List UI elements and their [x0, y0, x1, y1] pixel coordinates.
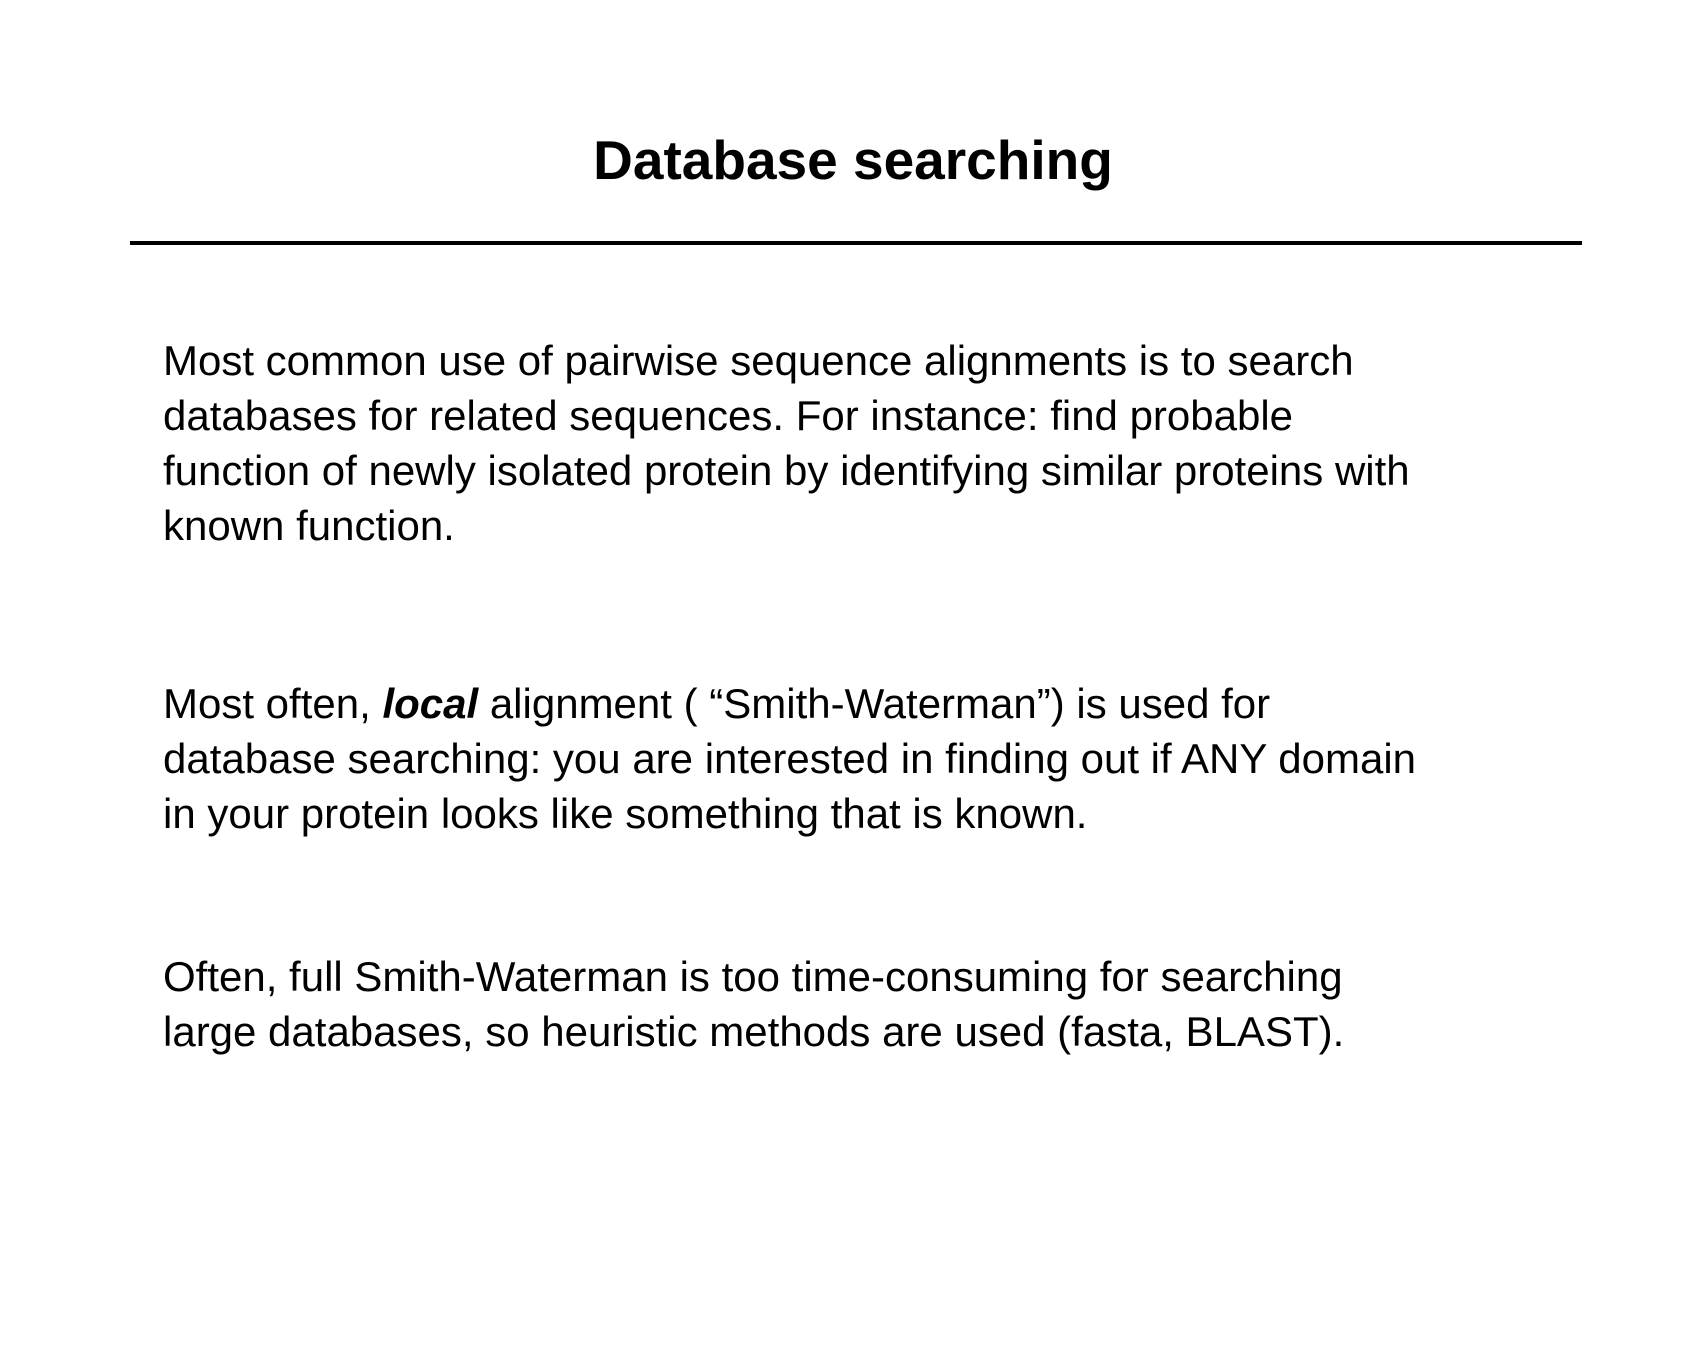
paragraph-line: function of newly isolated protein by identifying similar proteins with	[163, 447, 1410, 494]
paragraph-heuristic-methods	[163, 949, 1583, 1059]
paragraph-line: large databases, so heuristic methods are used (fasta, BLAST).	[163, 1008, 1345, 1055]
title-divider	[130, 241, 1582, 245]
paragraph-line: databases for related sequences. For instance: find probable	[163, 392, 1294, 439]
paragraph-line: in your protein looks like something that is known.	[163, 790, 1088, 837]
paragraph-line: Most common use of pairwise sequence alignments is to search	[163, 337, 1354, 384]
paragraph-local-alignment	[163, 676, 1583, 841]
paragraph-line: known function.	[163, 502, 455, 549]
paragraph-line: database searching: you are interested in finding out if ANY domain	[163, 735, 1417, 782]
line-text-after-emphasis: alignment ( “Smith-Waterman”) is used for	[478, 680, 1271, 727]
line-text-before-emphasis: Most often,	[163, 680, 383, 727]
paragraph-line: Often, full Smith-Waterman is too time-consuming for searching	[163, 953, 1343, 1000]
slide-title: Database searching	[593, 129, 1113, 191]
paragraph-line	[163, 676, 1583, 731]
paragraph-database-search-purpose	[163, 333, 1583, 553]
emphasized-term-local: local	[382, 680, 479, 727]
